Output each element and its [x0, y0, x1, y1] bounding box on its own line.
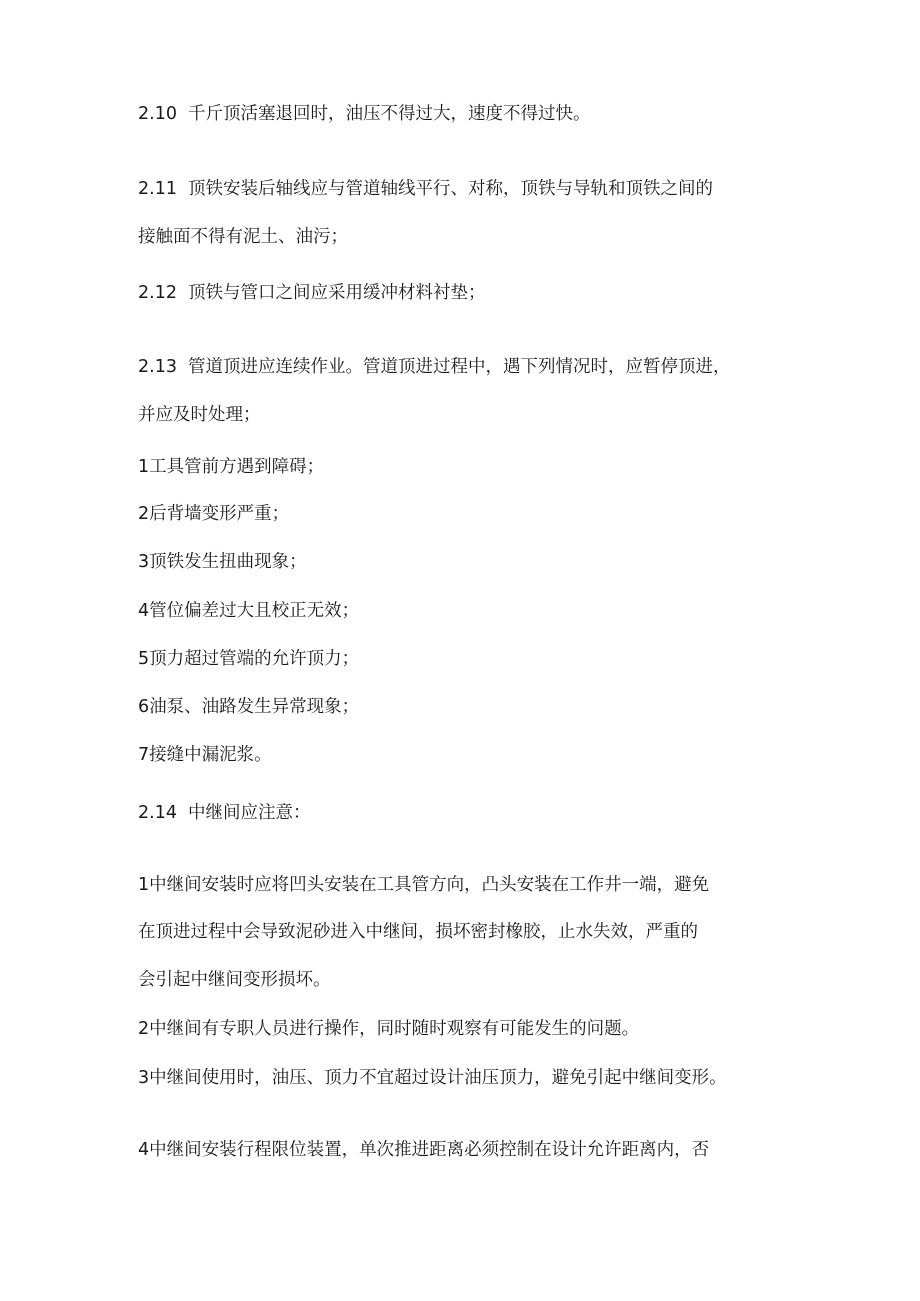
list-item: 5顶力超过管端的允许顶力； [138, 649, 360, 669]
clause-number: 2.12 [138, 283, 177, 303]
clause-text: 中继间应注意： [188, 803, 311, 823]
clause-text: 顶铁安装后轴线应与管道轴线平行、对称，顶铁与导轨和顶铁之间的 [188, 179, 713, 199]
list-item: 7接缝中漏泥浆。 [138, 745, 272, 765]
paragraph-2-13-line-2: 并应及时处理； [138, 405, 261, 425]
list-item: 4管位偏差过大且校正无效； [138, 601, 360, 621]
clause-number: 2.10 [138, 104, 177, 124]
clause-number: 2.14 [138, 803, 177, 823]
clause-text: 千斤顶活塞退回时，油压不得过大，速度不得过快。 [188, 104, 591, 124]
list-item: 3中继间使用时，油压、顶力不宜超过设计油压顶力，避免引起中继间变形。 [138, 1068, 727, 1088]
list-item: 在顶进过程中会导致泥砂进入中继间，损坏密封橡胶，止水失效，严重的 [138, 922, 698, 942]
clause-text: 顶铁与管口之间应采用缓冲材料衬垫； [188, 283, 486, 303]
clause-number: 2.11 [138, 179, 177, 199]
paragraph-2-12 [138, 282, 798, 304]
clause-text: 管道顶进应连续作业。管道顶进过程中，遇下列情况时，应暂停顶进， [188, 357, 731, 377]
list-item: 3顶铁发生扭曲现象； [138, 552, 307, 572]
list-item: 1工具管前方遇到障碍； [138, 457, 325, 477]
list-item: 2中继间有专职人员进行操作，同时随时观察有可能发生的问题。 [138, 1019, 640, 1039]
list-item: 6油泵、油路发生异常现象； [138, 697, 360, 717]
paragraph-2-14 [138, 802, 798, 824]
list-item: 会引起中继间变形损坏。 [138, 970, 331, 990]
list-item: 1中继间安装时应将凹头安装在工具管方向，凸头安装在工作井一端，避免 [138, 875, 710, 895]
paragraph-2-13-line-1 [138, 356, 798, 378]
paragraph-2-11-line-2: 接触面不得有泥土、油污； [138, 227, 348, 247]
paragraph-2-11-line-1 [138, 178, 798, 200]
list-item: 2后背墙变形严重； [138, 504, 290, 524]
paragraph-2-10 [138, 103, 798, 125]
list-item: 4中继间安装行程限位装置，单次推进距离必须控制在设计允许距离内，否 [138, 1140, 710, 1160]
clause-number: 2.13 [138, 357, 177, 377]
